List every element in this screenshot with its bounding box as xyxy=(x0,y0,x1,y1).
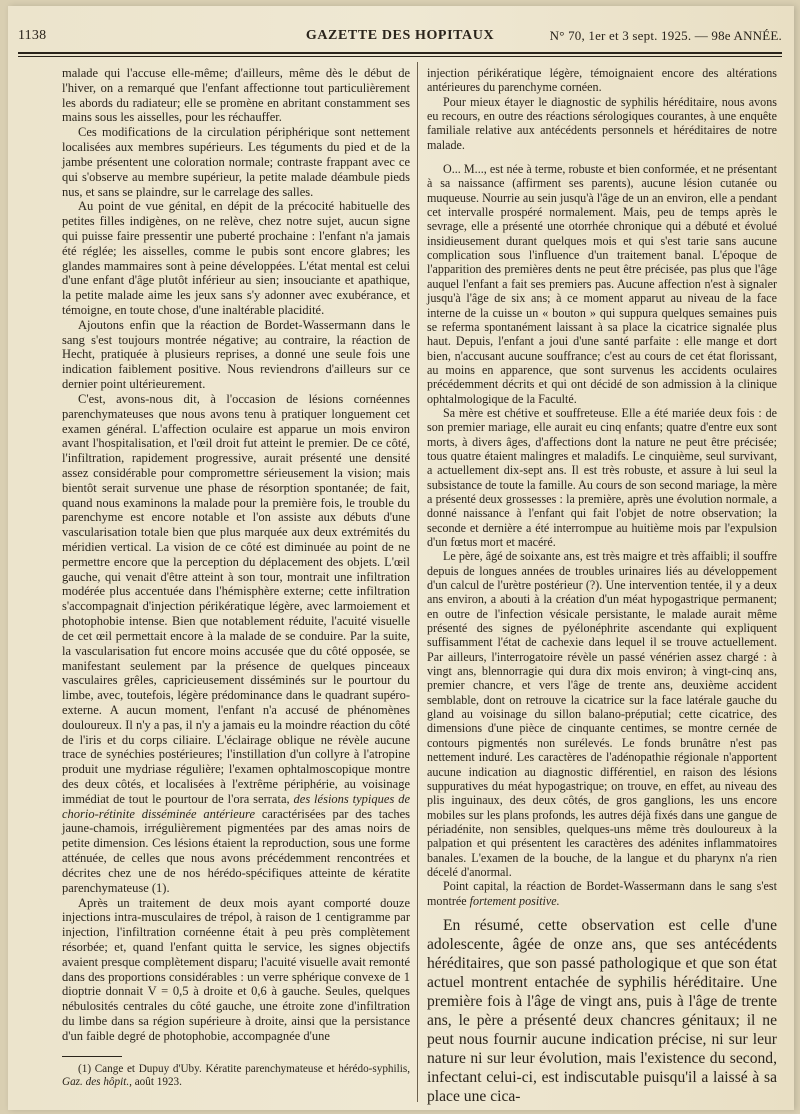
paragraph-text: Point capital, la réaction de Bordet-Wassermann dans le sang s'est montrée xyxy=(427,879,777,908)
paragraph: Le père, âgé de soixante ans, est très maigre et très affaibli; il souffre depuis de longues années de troubles urinaires liés au développement d'un calcul de l'urètre postérieur (?). Une intervention tentée, il y a deux ans environ, a abouti à la création d'un méat hypogastrique permanent; en outre de l'infection vésicale persistante, le malade aurait même présenté des signes de pyélonéphrite ascendante qui expliquent suffisamment l'état de cachexie dans lequel il se trouve actuellement. Par ailleurs, l'interrogatoire révèle un passé vénérien assez chargé : à vingt ans, blennorragie qui dura dix mois environ; à vingt-cinq ans, premier chancre, et vers l'âge de trente ans, deuxième accident semblable, dont on retrouve la cicatrice sur la face latérale gauche du gland au voisinage du sillon balano-préputial; cette cicatrice, des dimensions d'une pièce de cinquante centimes, se montre cernée de contours pigmentés non surélevés. Le fonds brunâtre n'est pas nettement induré. Les caractères de l'adénopathie régionale n'apportent aucune indication au diagnostic différentiel, en raison des lésions suppuratives du méat hypogastrique; on trouve, en effet, au niveau des plis inguinaux, des deux côtés, de gros ganglions, les uns encore mobiles sur les plans profonds, les autres déjà fixés dans une gangue de périadénite, non sensibles, quelques-uns même très douloureux à la palpation et qui présentent les caractères des adénites inflammatoires banales. L'examen de la bouche, de la langue et du pharynx n'a rien décelé d'anormal. xyxy=(427,549,777,879)
header-rule-thin xyxy=(18,56,782,57)
footnote xyxy=(62,1063,410,1089)
journal-title: GAZETTE DES HOPITAUX xyxy=(305,28,495,43)
footnote-rule xyxy=(62,1056,122,1057)
paragraph-text: C'est, avons-nous dit, à l'occasion de lésions cornéennes parenchymateuses que nous avons tenu à pratiquer longuement cet examen général. L'affection oculaire est apparue un mois environ avant l'hospitalisation, et l'œil droit fut atteint le premier. De ce côté, l'infiltration, rapidement progressive, aurait présenté une densité assez considérable pour compromettre sérieusement la vision; mais bientôt serait survenue une phase de résorption spontanée; de fait, quand nous examinons la malade pour la première fois, le trouble du parenchyme est encore notable et l'on assiste aux débuts d'une vascularisation totale bien que plus marquée aux deux extrémités du méridien vertical. La vision de ce côté est diminuée au point de ne permettre encore que la perception du déplacement des objets. L'œil gauche, qui venait d'être atteint à son tour, montrait une infiltration modérée plus accentuée dans l'hémisphère externe; cette infiltration s'accompagnait d'injection périkératique légère, avec larmoiement et photophobie intense. Bien que notablement réduite, l'acuité visuelle de cet œil permettait encore à la malade de se conduire. Par la suite, la vascularisation fut encore moins accusée que du côté opposée, se manifestant seulement par la présence de quelques pinceaux vasculaires grêles, capricieusement disséminés sur le pourtour du limbe, avec, toutefois, légère prédominance dans le quadrant supéro-externe. A aucun moment, l'enfant n'a accusé de phénomènes douloureux. Il n'y a pas, il n'y a jamais eu la moindre réaction du côté de l'iris et du corps ciliaire. L'éclairage oblique ne révèle aucune trace de synéchies postérieures; l'instillation d'un collyre à l'atropine produit une mydriase régulière; l'examen ophtalmoscopique montre des deux côtés, et localisées à l'extrême périphérie, au voisinage immédiat de tout le pourtour de l'ora serrata, xyxy=(62,391,410,806)
left-column xyxy=(62,66,410,1089)
column-divider xyxy=(417,62,418,1102)
paragraph xyxy=(62,392,410,896)
italic-phrase: fortement positive. xyxy=(469,893,560,908)
paragraph: Ces modifications de la circulation périphérique sont nettement localisées aux membres supérieurs. Les téguments du pied et de la jambe présentent une coloration normale; contraste frappant avec ce qui s'observe au membre supérieur, la petite malade déambule pieds nus, et sans se plaindre, sur le carrelage des salles. xyxy=(62,125,410,199)
page-number: 1138 xyxy=(18,28,47,43)
paragraph xyxy=(427,879,777,908)
header-rule xyxy=(18,52,782,54)
paragraph: Après un traitement de deux mois ayant comporté douze injections intra-musculaires de trépol, à raison de 1 centigramme par injection, l'infiltration cornéenne était à peu près complètement résorbée; et, quand l'enfant quitta le service, les signes objectifs avaient presque complètement disparu; l'acuité visuelle avait remonté dans des proportions considérables : un verre sphérique convexe de 1 dioptrie donnait V = 0,5 à droite et 0,6 à gauche. Seules, quelques nébulosités centrales du côté gauche, une étroite zone d'infiltration du limbe dans sa région supérieure à droite, ainsi que la persistance d'un faible degré de photophobie, accompagnée d'une xyxy=(62,895,410,1043)
issue-info: N° 70, 1er et 3 sept. 1925. — 98e ANNÉE. xyxy=(549,28,782,43)
paragraph: injection périkératique légère, témoignaient encore des altérations antérieures du parenchyme cornéen. xyxy=(427,66,777,95)
paragraph: Sa mère est chétive et souffreteuse. Elle a été mariée deux fois : de son premier mariage, elle aurait eu cinq enfants; quatre d'entre eux sont morts, à divers âges, d'affections dont la nature ne peut être précisée; tous quatre étaient malingres et maladifs. Le cinquième, seul survivant, a actuellement dix-sept ans. Il est très robuste, et assure à lui seul la subsistance de toute la famille. Au cours de son second mariage, la mère a présenté deux grossesses : la première, après une évolution normale, a donné naissance à l'enfant qui fait l'objet de notre observation; la seconde et dernière a été interrompue au huitième mois par l'expulsion d'un fœtus mort et macéré. xyxy=(427,405,777,549)
footnote-journal: Gaz. des hôpit., xyxy=(62,1075,132,1088)
paragraph: malade qui l'accuse elle-même; d'ailleurs, même dès le début de l'hiver, on a remarqué que l'enfant affectionne tout particulièrement les abords du radiateur; elle se promène en abritant constamment ses mains sous les aisselles, pour les réchauffer. xyxy=(62,66,410,125)
footnote-text: (1) Cange et Dupuy d'Uby. Kératite parenchymateuse et hérédo-syphilis, xyxy=(78,1062,410,1075)
page-header xyxy=(18,28,782,50)
paragraph-text: caractérisées par des taches jaune-chamois, irrégulièrement pigmentées par des amas noirs de petite dimension. Ces lésions étaient la reproduction, sous une forme atténuée, de celles que nous avons précédemment rencontrées et décrites chez une de nos hérédo-spécifiques atteinte de kératite parenchymateuse (1). xyxy=(62,806,410,895)
footnote-date: août 1923. xyxy=(134,1075,182,1088)
paragraph: Au point de vue génital, en dépit de la précocité habituelle des petites filles indigènes, on ne relève, chez notre sujet, aucun signe qui puisse faire pressentir une puberté prochaine : l'enfant n'a jamais été réglée; les aisselles, comme le pubis sont encore glabres; les glandes mammaires sont à peine développées. L'état mental est celui d'une enfant d'âge plutôt inférieur au sien; insouciante et apathique, la petite malade aime les jeux sans s'y adonner avec exubérance, et témoigne, en toute chose, d'une inaltérable placidité. xyxy=(62,199,410,317)
italic-phrase: des lésions typiques de chorio-rétinite disséminée antérieure xyxy=(62,791,411,821)
right-column xyxy=(427,66,777,1106)
summary-paragraph: En résumé, cette observation est celle d'une adolescente, âgée de onze ans, que ses antécédents héréditaires, que son passé pathologique et que son état actuel montrent entachée de syphilis héréditaire. Une première fois à l'âge de vingt ans, puis à l'âge de trente ans, le père a présenté deux chancres génitaux; il ne peut nous fournir aucune indication précise, ni sur leur nature ni sur leur évolution, mais l'existence du second, infectant celui-ci, est indiscutable puisqu'il a laissé à sa place une cica- xyxy=(427,916,777,1105)
paragraph: Pour mieux étayer le diagnostic de syphilis héréditaire, nous avons eu recours, en outre des réactions sérologiques courantes, à une enquête familiale relative aux antécédents personnels et héréditaires de notre malade. xyxy=(427,94,777,152)
paragraph: O... M..., est née à terme, robuste et bien conformée, et ne présentant à sa naissance (affirment ses parents), aucune lésion cutanée ou muqueuse. Nourrie au sein jusqu'à l'âge de un an environ, elle a pendant cet intervalle prospéré normalement. Mais, peu de temps après le sevrage, elle a présenté une otorrhée chronique qui a débuté et évolué insidieusement durant quelques mois et qui s'est tarie sans aucune complication sous l'influence d'un traitement banal. L'époque de l'apparition des premières dents ne peut être précisée, pas plus que l'âge auquel l'enfant a fait ses premiers pas. Aucune affection n'est à signaler jusqu'à l'âge de six ans; à ce moment apparut au niveau de la face interne de la cuisse un « bouton » qui suppura quelques semaines puis se referma spontanément laissant à sa place la cicatrice signalée plus haut. Depuis, l'enfant a joui d'une santé parfaite : elle mange et dort bien, n'accusant aucune souffrance; c'est au cours de cet état florissant, au moins en apparence, que sont survenus les accidents oculaires précédemment décrits et qui ont décidé de son admission à la clinique ophtalmologique de la Faculté. xyxy=(427,162,777,406)
paragraph: Ajoutons enfin que la réaction de Bordet-Wassermann dans le sang s'est toujours montrée négative; au contraire, la réaction de Hecht, pratiquée à plusieurs reprises, a donné une seule fois une indication faiblement positive. Nous reviendrons d'ailleurs sur ce dernier point ultérieurement. xyxy=(62,317,410,392)
